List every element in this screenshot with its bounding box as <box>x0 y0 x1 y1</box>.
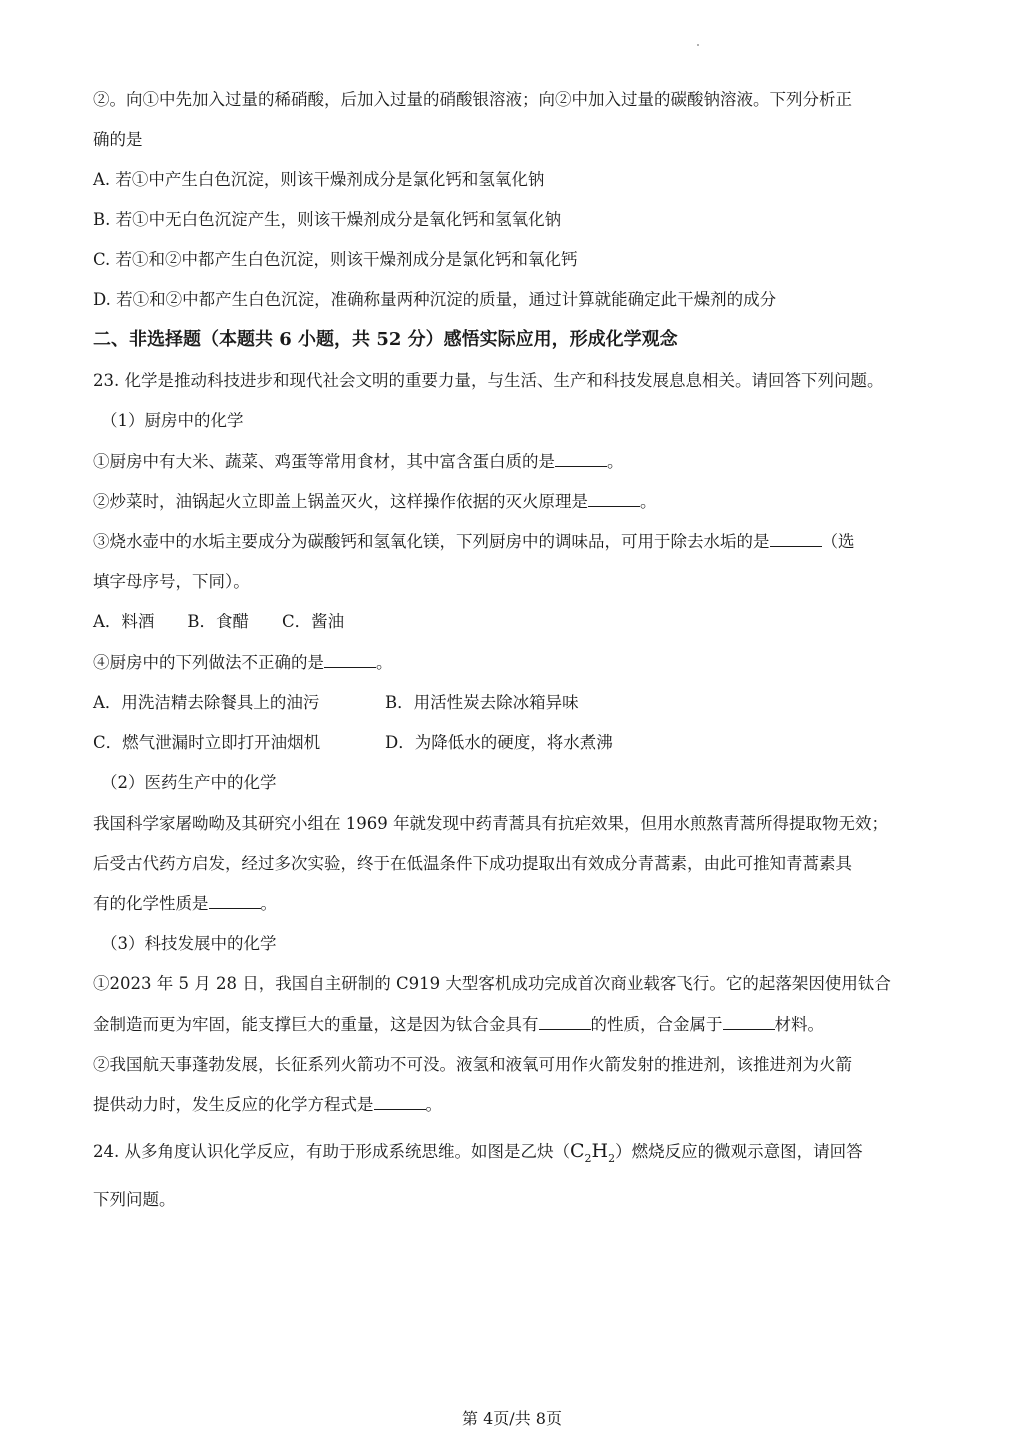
answer-blank[interactable] <box>555 451 607 467</box>
q24-line1-end: ）燃烧反应的微观示意图，请回答 <box>615 1142 863 1161</box>
formula-h: H <box>591 1140 609 1162</box>
q23-part2-line3-end: 。 <box>260 894 277 913</box>
q23-part3-q1-line2-text-a: 金制造而更为牢固，能支撑巨大的重量，这是因为钛合金具有 <box>93 1015 539 1034</box>
q23-1-item4-option-c: C．燃气泄漏时立即打开油烟机 <box>93 733 321 752</box>
q23-part3-q1-line2-text-b: 的性质，合金属于 <box>590 1015 723 1034</box>
q23-part3-q1-line1: ①2023 年 5 月 28 日，我国自主研制的 C919 大型客机成功完成首次商业载客飞行。它的起落架因使用钛合 <box>93 974 891 993</box>
q23-part3-q2-line2 <box>93 1094 442 1116</box>
q23-part3-q1-line2-text-c: 材料。 <box>774 1015 824 1034</box>
question-continuation-line1: ②。向①中先加入过量的稀硝酸，后加入过量的硝酸银溶液；向②中加入过量的碳酸钠溶液。下列分析正 <box>93 90 852 109</box>
option-d: D. 若①和②中都产生白色沉淀，准确称量两种沉淀的质量，通过计算就能确定此干燥剂的成分 <box>93 290 777 309</box>
q23-1-item3-line2: 填字母序号，下同）。 <box>93 572 250 591</box>
question-continuation-line2: 确的是 <box>93 130 143 149</box>
option-a: A. 若①中产生白色沉淀，则该干燥剂成分是氯化钙和氢氧化钠 <box>93 170 545 189</box>
formula-c-sub: 2 <box>584 1151 592 1165</box>
section-heading: 二、非选择题（本题共 6 小题，共 52 分）感悟实际应用，形成化学观念 <box>93 329 678 350</box>
q23-part3-title: （3）科技发展中的化学 <box>101 934 277 953</box>
answer-blank[interactable] <box>324 652 376 668</box>
answer-blank[interactable] <box>374 1094 426 1110</box>
q23-part2-line1: 我国科学家屠呦呦及其研究小组在 1969 年就发现中药青蒿具有抗疟效果，但用水煎熬青蒿所得提取物无效； <box>93 814 888 833</box>
q23-part3-q2-line2-text: 提供动力时，发生反应的化学方程式是 <box>93 1095 374 1114</box>
q23-part2-line3-text: 有的化学性质是 <box>93 894 209 913</box>
page-number: 第 4页/共 8页 <box>462 1409 562 1428</box>
q23-1-item3-text: ③烧水壶中的水垢主要成分为碳酸钙和氢氧化镁，下列厨房中的调味品，可用于除去水垢的是 <box>93 532 770 551</box>
acetylene-formula <box>570 1140 616 1165</box>
q23-part3-q1-line2 <box>93 1014 824 1036</box>
q24-line1 <box>93 1140 863 1170</box>
q23-1-item2-text: ②炒菜时，油锅起火立即盖上锅盖灭火，这样操作依据的灭火原理是 <box>93 492 588 511</box>
q23-part2-line3 <box>93 893 277 915</box>
answer-blank[interactable] <box>770 531 822 547</box>
option-b: B. 若①中无白色沉淀产生，则该干燥剂成分是氧化钙和氢氧化钠 <box>93 210 562 229</box>
q23-part3-q2-line2-end: 。 <box>425 1095 442 1114</box>
formula-h-sub: 2 <box>608 1151 616 1165</box>
q24-line1-text: 24. 从多角度认识化学反应，有助于形成系统思维。如图是乙炔（ <box>93 1142 570 1161</box>
scan-dot <box>697 44 699 46</box>
formula-c: C <box>570 1140 585 1162</box>
q23-1-item1 <box>93 451 624 473</box>
q23-1-item4-option-b: B．用活性炭去除冰箱异味 <box>385 693 579 712</box>
q23-1-item2 <box>93 491 657 513</box>
q23-part3-q2-line1: ②我国航天事蓬勃发展，长征系列火箭功不可没。液氢和液氧可用作火箭发射的推进剂，该推进剂为火箭 <box>93 1055 852 1074</box>
q23-1-item4-option-a: A．用洗洁精去除餐具上的油污 <box>93 693 320 712</box>
q23-1-item4 <box>93 652 393 674</box>
q23-stem: 23. 化学是推动科技进步和现代社会文明的重要力量，与生活、生产和科技发展息息相关。请回答下列问题。 <box>93 371 884 390</box>
q23-1-item2-end: 。 <box>640 492 657 511</box>
option-c: C. 若①和②中都产生白色沉淀，则该干燥剂成分是氯化钙和氧化钙 <box>93 250 578 269</box>
q23-part1-title: （1）厨房中的化学 <box>101 411 244 430</box>
q23-1-item3-end: （选 <box>821 532 855 551</box>
q23-part2-line2: 后受古代药方启发，经过多次实验，终于在低温条件下成功提取出有效成分青蒿素，由此可推知青蒿素具 <box>93 854 852 873</box>
q23-1-item4-option-d: D．为降低水的硬度，将水煮沸 <box>385 733 613 752</box>
q24-line2: 下列问题。 <box>93 1190 176 1209</box>
q23-1-item1-text: ①厨房中有大米、蔬菜、鸡蛋等常用食材，其中富含蛋白质的是 <box>93 452 555 471</box>
answer-blank[interactable] <box>539 1014 591 1030</box>
q23-1-item4-text: ④厨房中的下列做法不正确的是 <box>93 653 324 672</box>
q23-1-item3 <box>93 531 855 553</box>
answer-blank[interactable] <box>209 893 261 909</box>
answer-blank[interactable] <box>588 491 640 507</box>
q23-part2-title: （2）医药生产中的化学 <box>101 773 277 792</box>
answer-blank[interactable] <box>723 1014 775 1030</box>
q23-1-item4-end: 。 <box>376 653 393 672</box>
q23-1-item1-end: 。 <box>607 452 624 471</box>
q23-1-item3-options: A．料酒 B．食醋 C．酱油 <box>93 612 345 631</box>
